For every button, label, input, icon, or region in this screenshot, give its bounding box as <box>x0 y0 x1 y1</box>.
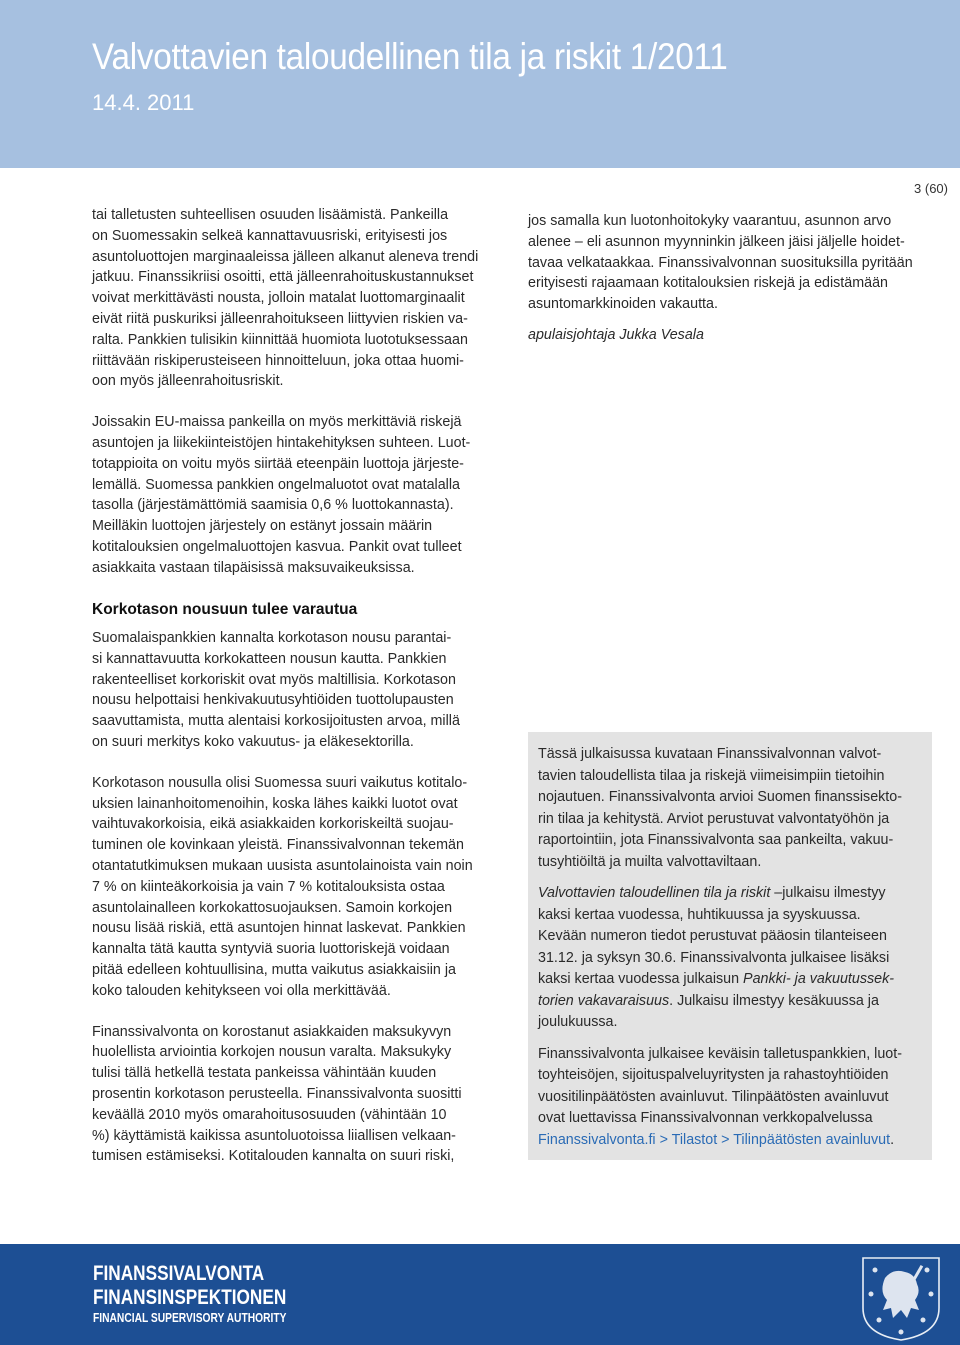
text-line: asuntolainalleen korkokattosuojauksen. Samoin korkojen <box>92 899 453 916</box>
text-line: vuositilinpäätösten avainluvut. Tilinpäätösten avainluvut <box>538 1088 889 1105</box>
text-line: asiakkaita vastaan tilapäisissä maksuvaikeuksissa. <box>92 559 415 576</box>
text-line: jatkuu. Finanssikriisi osoitti, että jälleenrahoituskustannukset <box>92 269 474 286</box>
publication-name: Valvottavien taloudellinen tila ja riskit <box>538 885 771 901</box>
left-column-lower <box>92 628 507 1167</box>
text-line: on Suomessakin selkeä kannattavuusriski, erityisesti jos <box>92 227 448 244</box>
text-lines <box>538 905 923 970</box>
text-line: huolellista arviointia korkojen nousun varalta. Maksukyky <box>92 1044 452 1061</box>
right-column <box>528 211 938 346</box>
logo-line: FINANSSIVALVONTA <box>93 1262 265 1285</box>
text-line: erityisesti rajaamaan kotitalouksien riskejä ja edistämään <box>528 275 888 292</box>
text-line: si kannattavuutta korkokatteen nousun kautta. Pankkien <box>92 650 447 667</box>
text-line: Joissakin EU-maissa pankeilla on myös merkittäviä riskejä <box>92 414 462 431</box>
section-heading: Korkotason nousuun tulee varautua <box>92 601 358 618</box>
left-column <box>92 205 507 579</box>
text-line: riittävään riskiperusteiseen hinnoitteluun, joka ottaa huomi- <box>92 352 464 369</box>
paragraph <box>538 1044 923 1152</box>
page-header <box>0 0 960 168</box>
text-line: rakenteelliset korkoriskit ovat myös maltillisia. Korkotason <box>92 671 456 688</box>
publication-name: torien vakavaraisuus <box>538 992 670 1009</box>
paragraph <box>92 205 507 392</box>
text-line: %) käyttämistä kaikissa asuntoluotoissa liiallisen velkaan- <box>92 1127 456 1144</box>
text-line: jos samalla kun luotonhoitokyky vaarantuu, asunnon arvo <box>528 213 892 229</box>
statistics-link[interactable]: Finanssivalvonta.fi > Tilastot > Tilinpäätösten avainluvut <box>538 1131 891 1148</box>
text-line: vaihtuvakorkoisia, eikä asiakkaiden korkoriskeiltä suojau- <box>92 816 454 833</box>
text: kaksi kertaa vuodessa julkaisun <box>538 971 744 987</box>
text-line: tasolla (järjestämättömiä saamisia 0,6 % luottokannasta). <box>92 497 454 514</box>
text-line: kaksi kertaa vuodessa, huhtikuussa ja syyskuussa. <box>538 906 861 923</box>
text-line: pitää edelleen kohtuullisina, mutta vaikutus asiakkaisiin ja <box>92 961 456 978</box>
text: –julkaisu ilmestyy <box>770 885 886 901</box>
text-line: totappioita on voitu myös siirtää eteenpäin luottoja järjeste- <box>92 455 464 472</box>
text-line: Suomalaispankkien kannalta korkotason nousu parantai- <box>92 630 452 646</box>
paragraph <box>528 211 938 315</box>
text-line: asuntoluottojen marginaaleissa jälleen alkanut aleneva trendi <box>92 248 479 265</box>
text-line: ovat luettavissa Finanssivalvonnan verkkopalvelussa <box>538 1110 873 1126</box>
text-line: tuminen ole kovinkaan yleistä. Finanssivalvonnan tekemän <box>92 837 464 854</box>
text-line: raportointiin, jota Finanssivalvonta saa pankeilta, vakuu- <box>538 832 894 848</box>
text-line: alenee – eli asunnon myynninkin jälkeen jäisi jäljelle hoidet- <box>528 233 905 250</box>
text-line: Tässä julkaisussa kuvataan Finanssivalvonnan valvot- <box>538 746 882 762</box>
text-line: kotitalouksien ongelmaluottojen kasvua. Pankit ovat tulleet <box>92 538 462 555</box>
logo-line: FINANSINSPEKTIONEN <box>93 1286 287 1309</box>
text-line: tai talletusten suhteellisen osuuden lisäämistä. Pankeilla <box>92 207 449 223</box>
paragraph <box>92 1022 507 1168</box>
document-date: 14.4. 2011 <box>92 90 195 115</box>
text-line: koko talouden kehitykseen voi olla merkittävää. <box>92 982 391 999</box>
signature: apulaisjohtaja Jukka Vesala <box>528 326 704 343</box>
page-number: 3 (60) <box>914 181 948 196</box>
paragraph <box>92 412 507 578</box>
text-line: saavuttamista, mutta alentaisi korkosijoitusten arvoa, millä <box>92 713 460 730</box>
text-line: voivat merkittävästi nousta, jolloin matalat luottomarginaalit <box>92 290 465 307</box>
text-line: Korkotason nousulla olisi Suomessa suuri vaikutus kotitalo- <box>92 774 468 791</box>
text: . Julkaisu ilmestyy kesäkuussa ja <box>669 992 879 1009</box>
text-line: 31.12. ja syksyn 30.6. Finanssivalvonta julkaisee lisäksi <box>538 949 890 966</box>
text-line: kannalta tätä kautta syntyviä suoria luottoriskejä voidaan <box>92 941 450 958</box>
text-line: nousu helpottaisi henkivakuutusyhtiöiden tuottolupausten <box>92 692 454 709</box>
text-line: oon myös jälleenrahoitusriskit. <box>92 373 284 390</box>
text-line: asuntojen ja liikekiinteistöjen hintakehityksen suhteen. Luot- <box>92 434 471 451</box>
page-footer <box>0 1244 960 1345</box>
text-line: Kevään numeron tiedot perustuvat pääosin tilanteiseen <box>538 928 887 944</box>
text-line: keväällä 2010 myös omarahoitusosuuden (vähintään 10 <box>92 1106 447 1123</box>
document-title: Valvottavien taloudellinen tila ja riskit 1/2011 <box>92 36 728 77</box>
text-line: 7 % on kiinteäkorkoisia ja vain 7 % kotitalouksista ostaa <box>92 878 445 895</box>
text-line: toyhteisöjen, sijoituspalveluyritysten ja rahastoyhtiöiden <box>538 1067 889 1083</box>
paragraph <box>92 773 507 1002</box>
text-line: lemällä. Suomessa pankkien ongelmaluotot ovat matalalla <box>92 476 460 493</box>
text-lines <box>538 1044 923 1130</box>
text-line: uksien lainanhoitomenoihin, koska lähes kaikki luotot ovat <box>92 795 458 812</box>
text-line: on suuri merkitys koko vakuutus- ja eläkesektorilla. <box>92 733 414 750</box>
text-line: tavien taloudellista tilaa ja riskejä viimeisimpiin tietoihin <box>538 767 885 784</box>
text-line: eivät riitä puskuriksi jälleenrahoitukseen liittyvien riskien va- <box>92 310 468 327</box>
publication-name: Pankki- ja vakuutussek- <box>743 971 895 987</box>
paragraph <box>538 883 923 1034</box>
finnish-lion-emblem-icon <box>855 1248 947 1342</box>
text-line: Finanssivalvonta julkaisee keväisin talletuspankkien, luot- <box>538 1045 902 1062</box>
text-line: tavaa velkataakkaa. Finanssivalvonnan suosituksilla pyritään <box>528 254 913 271</box>
text-line: tulisi tällä hetkellä testata pankeissa vähintään kuuden <box>92 1065 437 1082</box>
paragraph <box>538 744 923 873</box>
text-line: Meilläkin luottojen järjestely on estänyt jossain määrin <box>92 518 433 535</box>
text-line: asuntomarkkinoiden vakautta. <box>528 296 718 313</box>
logo-line: FINANCIAL SUPERVISORY AUTHORITY <box>93 1311 287 1325</box>
text-line: ralta. Pankkien tulisikin kiinnittää huomiota luototuksessaan <box>92 331 468 348</box>
text-line: otantatutkimuksen mukaan uusista asuntolainoista vain noin <box>92 857 473 874</box>
text-line: rin tilaa ja kehitystä. Arviot perustuvat valvontatyöhön ja <box>538 810 890 827</box>
text-line: Finanssivalvonta on korostanut asiakkaiden maksukyvyn <box>92 1023 452 1040</box>
logo <box>93 1262 329 1327</box>
text: . <box>890 1131 895 1148</box>
paragraph <box>92 628 507 753</box>
text-line: nousu lisää riskiä, että asuntojen hinnat laskevat. Pankkien <box>92 920 466 937</box>
text-line: tumisen estämiseksi. Kotitalouden kannalta on suuri riski, <box>92 1148 455 1165</box>
text-line: tusyhtiöiltä ja muilta valvottaviltaan. <box>538 853 762 870</box>
text-line: prosentin korkotason perusteella. Finanssivalvonta suositti <box>92 1085 462 1102</box>
info-box <box>528 732 932 1160</box>
text: joulukuussa. <box>538 1014 618 1030</box>
text-line: nojautuen. Finanssivalvonta arvioi Suomen finanssisekto- <box>538 789 902 805</box>
